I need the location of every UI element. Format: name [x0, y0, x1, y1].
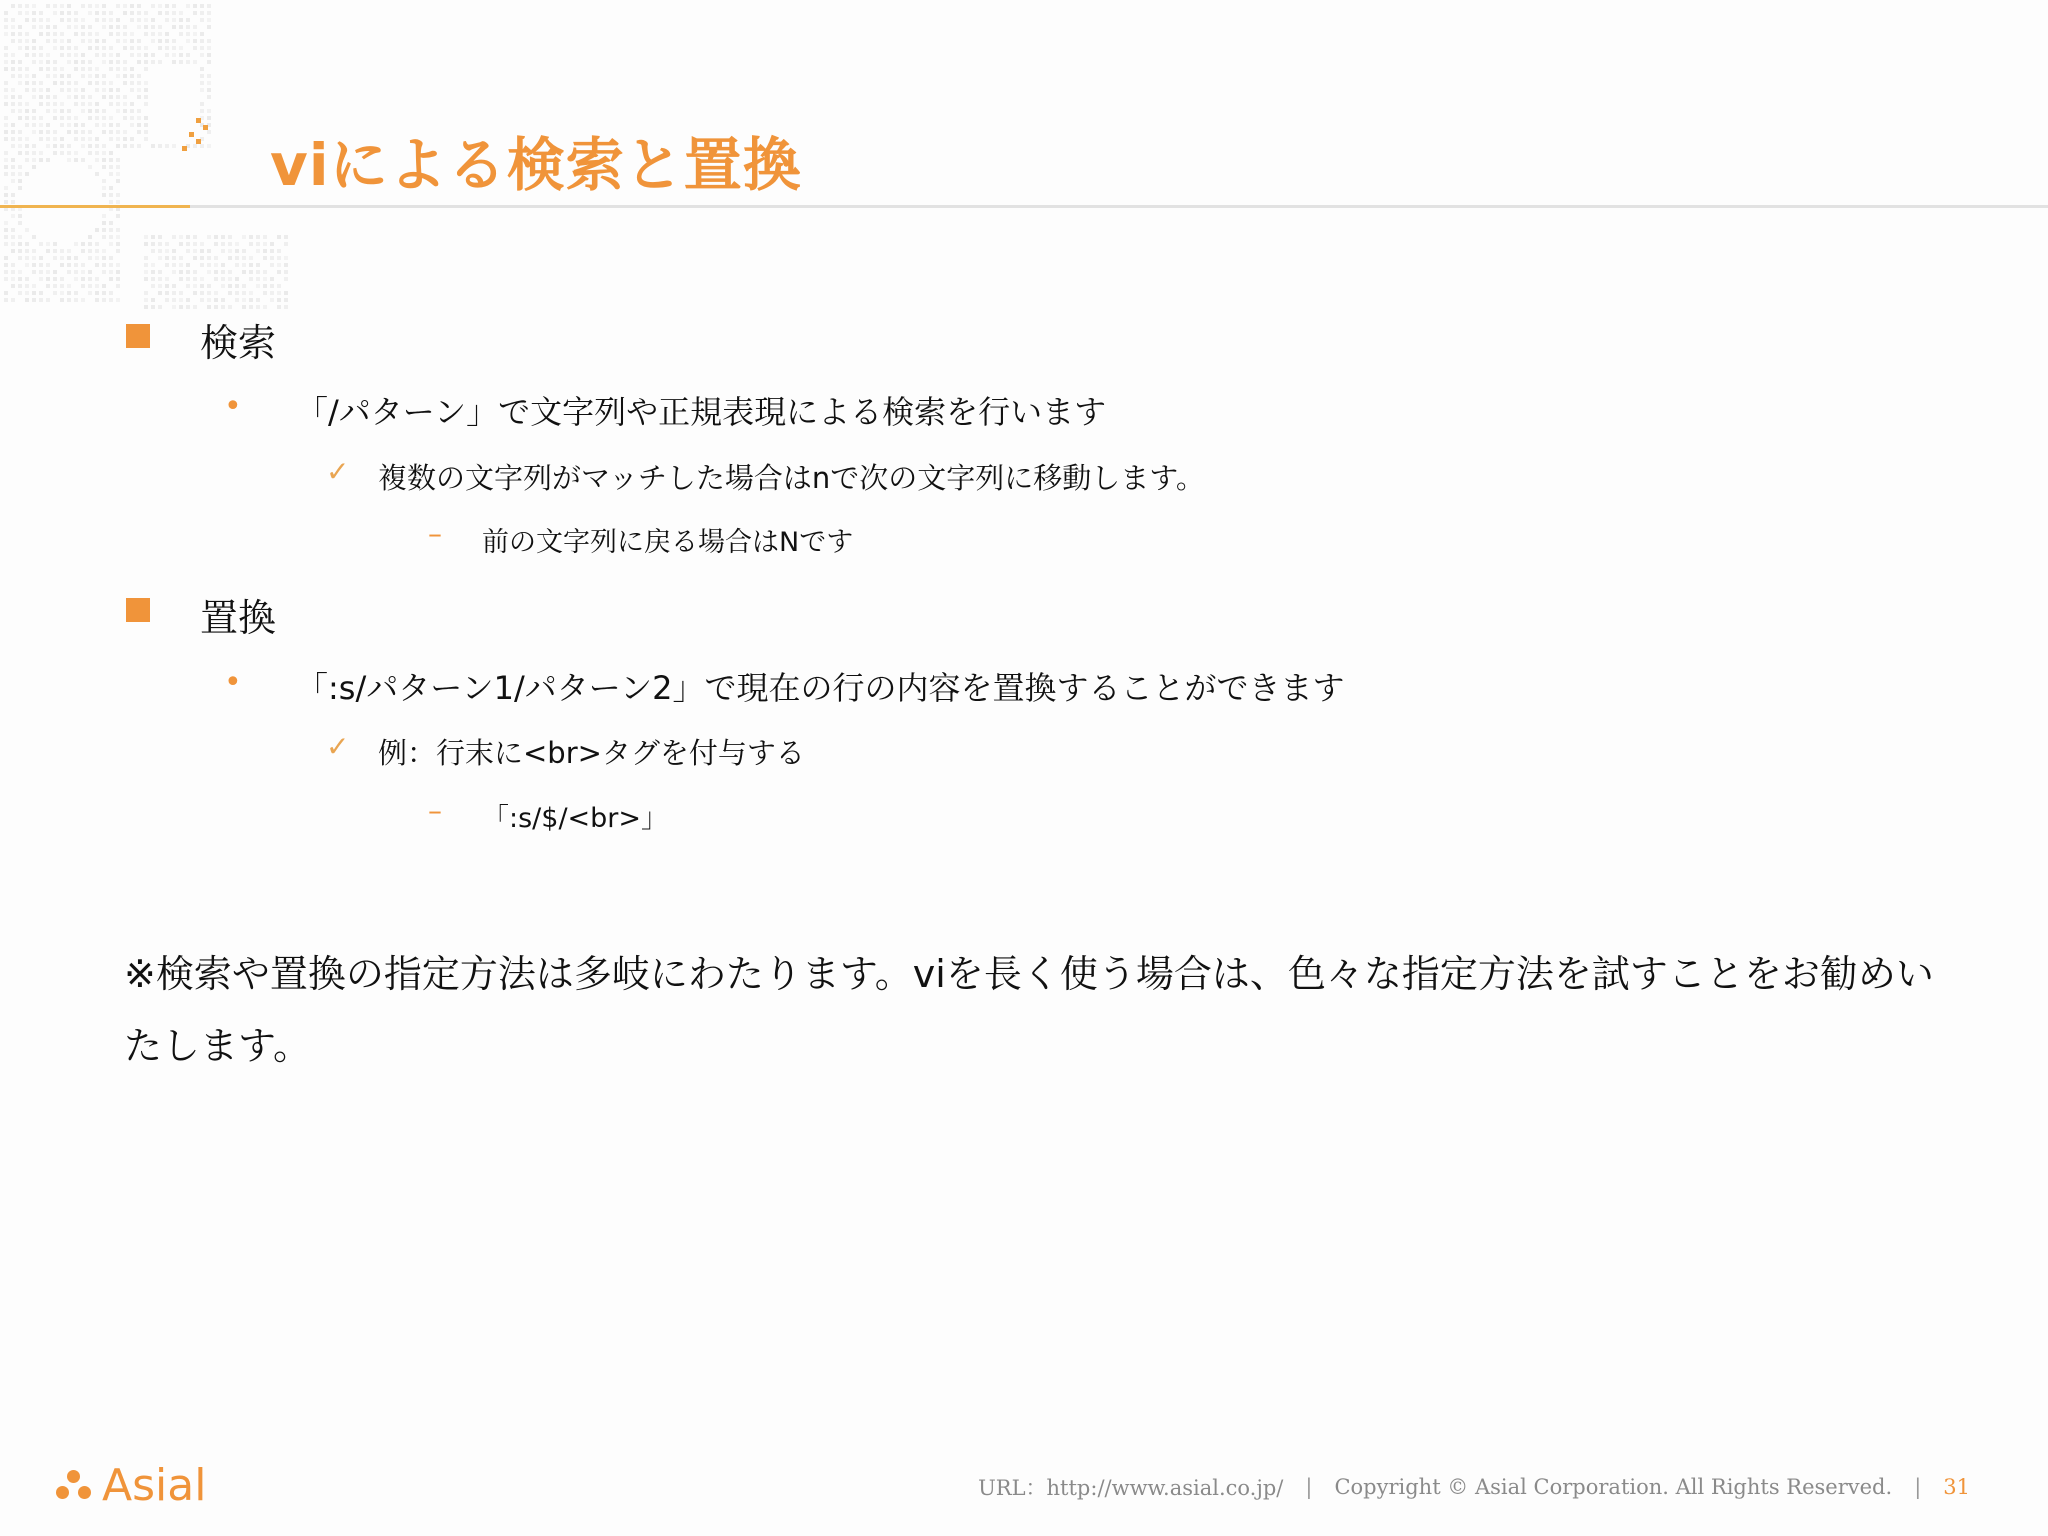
list-item: 「/パターン」で文字列や正規表現による検索を行います: [296, 393, 1107, 431]
sub-sub-list-item: 前の文字列に戻る場合はNです: [482, 527, 854, 558]
sub-sub-list-item: 「:s/$/<br>」: [482, 803, 669, 834]
dash-bullet-icon: –: [428, 517, 442, 550]
sub-list-item: 複数の文字列がマッチした場合はnで次の文字列に移動します。: [378, 461, 1205, 495]
check-bullet-icon: ✓: [326, 455, 350, 488]
dot-bullet-icon: •: [224, 389, 242, 424]
sub-list-item: 例：行末に<br>タグを付与する: [378, 736, 805, 770]
square-bullet-icon: [126, 598, 150, 622]
section-heading: 置換: [200, 596, 277, 640]
list-item: 「:s/パターン1/パターン2」で現在の行の内容を置換することができます: [296, 669, 1345, 707]
footer-url: URL：http://www.asial.co.jp/: [978, 1476, 1284, 1500]
footer-copyright: Copyright © Asial Corporation. All Rights Reserved.: [1334, 1475, 1893, 1499]
slide-title: viによる検索と置換: [270, 131, 802, 199]
footer-info: [978, 1472, 1970, 1502]
logo-text: Asial: [102, 1459, 207, 1511]
dot-bullet-icon: •: [224, 665, 242, 700]
logo-dots-icon: [56, 1470, 92, 1500]
title-divider: [0, 205, 2048, 208]
page-number: 31: [1943, 1475, 1970, 1499]
footer-separator: |: [1305, 1475, 1313, 1499]
footer-separator: |: [1914, 1475, 1922, 1499]
check-bullet-icon: ✓: [326, 730, 350, 763]
asial-logo: [56, 1460, 206, 1510]
section-heading: 検索: [200, 321, 277, 365]
world-map-decoration: [0, 0, 300, 330]
dash-bullet-icon: –: [428, 794, 442, 827]
note-text: ※検索や置換の指定方法は多岐にわたります。viを長く使う場合は、色々な指定方法を試すことをお勧めいたします。: [124, 952, 1934, 1068]
square-bullet-icon: [126, 324, 150, 348]
